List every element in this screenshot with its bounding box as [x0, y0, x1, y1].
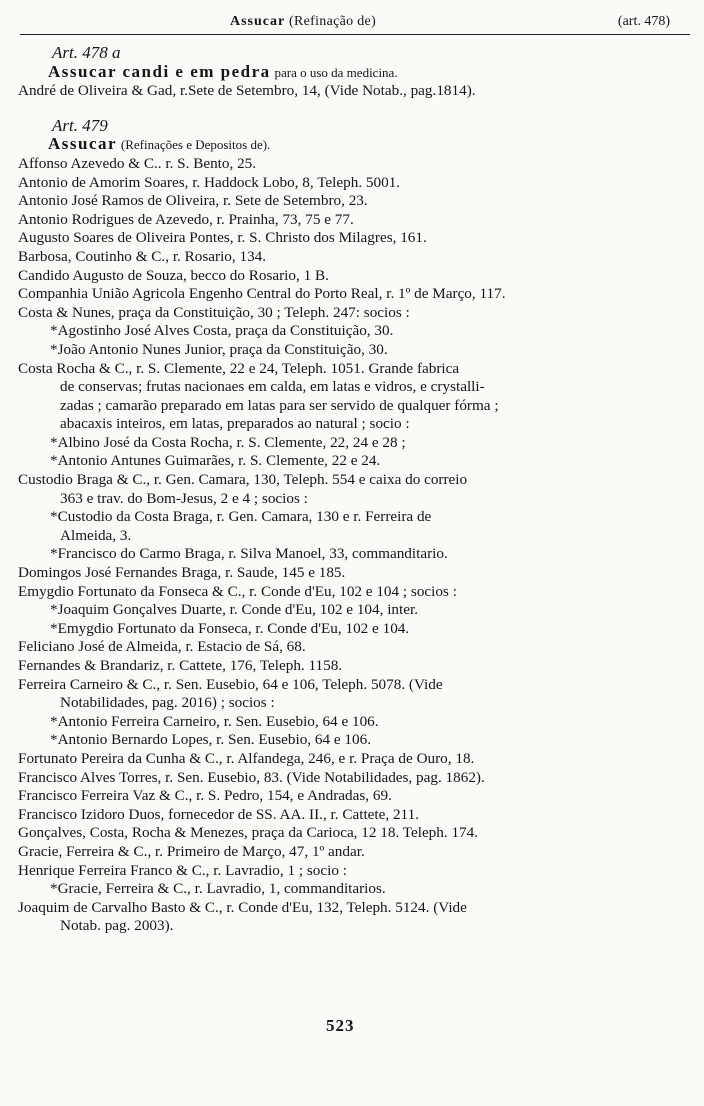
entry-line: Antonio José Ramos de Oliveira, r. Sete de Setembro, 23.: [18, 192, 368, 210]
entry-line: abacaxis inteiros, em latas, preparados ao natural ; socio :: [60, 415, 410, 433]
entry-line: *Agostinho José Alves Costa, praça da Constituição, 30.: [50, 322, 394, 340]
header-article-ref: (art. 478): [617, 14, 670, 29]
entry-line: Antonio Rodrigues de Azevedo, r. Prainha, 73, 75 e 77.: [18, 210, 354, 228]
entry-line: Almeida, 3.: [60, 526, 132, 544]
entry-line: zadas ; camarão preparado em latas para ser servido de qualquer fórma ;: [60, 396, 499, 414]
entry-line: Custodio Braga & C., r. Gen. Camara, 130, Teleph. 554 e caixa do correio: [18, 471, 468, 489]
entry-line: Emygdio Fortunato da Fonseca & C., r. Conde d'Eu, 102 e 104 ; socios :: [18, 582, 457, 600]
entry-line: Notab. pag. 2003).: [60, 917, 174, 935]
entry-line: Gracie, Ferreira & C., r. Primeiro de Março, 47, 1º andar.: [18, 842, 365, 860]
entry-line: Costa & Nunes, praça da Constituição, 30 ; Teleph. 247: socios :: [18, 303, 410, 321]
entry-line: Notabilidades, pag. 2016) ; socios :: [60, 694, 275, 712]
article-479-label: Art. 479: [52, 115, 108, 135]
entry-line: Henrique Ferreira Franco & C., r. Lavradio, 1 ; socio :: [18, 861, 347, 879]
entry-line: Joaquim de Carvalho Basto & C., r. Conde d'Eu, 132, Teleph. 5124. (Vide: [18, 898, 467, 916]
entry-line: Francisco Ferreira Vaz & C., r. S. Pedro, 154, e Andradas, 69.: [18, 787, 392, 805]
entry-line: *Antonio Bernardo Lopes, r. Sen. Eusebio, 64 e 106.: [50, 731, 371, 749]
entry-line: Gonçalves, Costa, Rocha & Menezes, praça da Carioca, 12 18. Teleph. 174.: [18, 824, 479, 842]
entry-line: 363 e trav. do Bom-Jesus, 2 e 4 ; socios :: [60, 489, 308, 507]
entry-line: Affonso Azevedo & C.. r. S. Bento, 25.: [18, 154, 257, 172]
entry-line: Costa Rocha & C., r. S. Clemente, 22 e 24, Teleph. 1051. Grande fabrica: [18, 359, 460, 377]
entry-line: *Emygdio Fortunato da Fonseca, r. Conde d'Eu, 102 e 104.: [50, 619, 410, 637]
entry-line: Francisco Izidoro Duos, fornecedor de SS. AA. II., r. Cattete, 211.: [18, 805, 419, 823]
entry-line: André de Oliveira & Gad, r.Sete de Setembro, 14, (Vide Notab., pag.1814).: [18, 82, 476, 100]
running-header: [20, 8, 690, 35]
entry-line: Companhia União Agricola Engenho Central do Porto Real, r. 1º de Março, 117.: [18, 285, 506, 303]
page-number: 523: [326, 1016, 355, 1035]
entry-line: Francisco Alves Torres, r. Sen. Eusebio, 83. (Vide Notabilidades, pag. 1862).: [18, 768, 485, 786]
entry-line: *Francisco do Carmo Braga, r. Silva Manoel, 33, commanditario.: [50, 545, 448, 563]
entry-line: Fortunato Pereira da Cunha & C., r. Alfandega, 246, e r. Praça de Ouro, 18.: [18, 749, 475, 767]
entry-line: Augusto Soares de Oliveira Pontes, r. S. Christo dos Milagres, 161.: [18, 229, 427, 247]
entry-line: Domingos José Fernandes Braga, r. Saude, 145 e 185.: [18, 564, 346, 582]
entry-line: Barbosa, Coutinho & C., r. Rosario, 134.: [18, 247, 267, 265]
entry-line: *Antonio Ferreira Carneiro, r. Sen. Eusebio, 64 e 106.: [50, 712, 379, 730]
header-title: Assucar (Refinação de): [230, 14, 377, 29]
entry-line: *Custodio da Costa Braga, r. Gen. Camara, 130 e r. Ferreira de: [50, 508, 432, 526]
article-478a-label: Art. 478 a: [52, 43, 121, 62]
entry-line: Antonio de Amorim Soares, r. Haddock Lobo, 8, Teleph. 5001.: [18, 173, 401, 191]
entry-line: Fernandes & Brandariz, r. Cattete, 176, Teleph. 1158.: [18, 657, 343, 674]
page-body: [18, 40, 690, 936]
entry-line: de conservas; frutas nacionaes em calda, em latas e vidros, e crystalli-: [60, 378, 485, 396]
entry-line: Ferreira Carneiro & C., r. Sen. Eusebio, 64 e 106, Teleph. 5078. (Vide: [18, 675, 443, 693]
article-479-heading: Assucar (Refinações e Depositos de).: [48, 134, 271, 154]
entry-line: Feliciano José de Almeida, r. Estacio de Sá, 68.: [18, 638, 306, 656]
entry-line: *Gracie, Ferreira & C., r. Lavradio, 1, commanditarios.: [50, 880, 386, 898]
entry-line: *Antonio Antunes Guimarães, r. S. Clemente, 22 e 24.: [50, 452, 381, 470]
article-478a-heading: Assucar candi e em pedra para o uso da medicina.: [48, 61, 398, 81]
entry-line: *João Antonio Nunes Junior, praça da Constituição, 30.: [50, 340, 388, 358]
entry-line: Candido Augusto de Souza, becco do Rosario, 1 B.: [18, 266, 329, 284]
entry-line: *Joaquim Gonçalves Duarte, r. Conde d'Eu, 102 e 104, inter.: [50, 601, 419, 619]
entry-line: *Albino José da Costa Rocha, r. S. Clemente, 22, 24 e 28 ;: [50, 433, 406, 451]
